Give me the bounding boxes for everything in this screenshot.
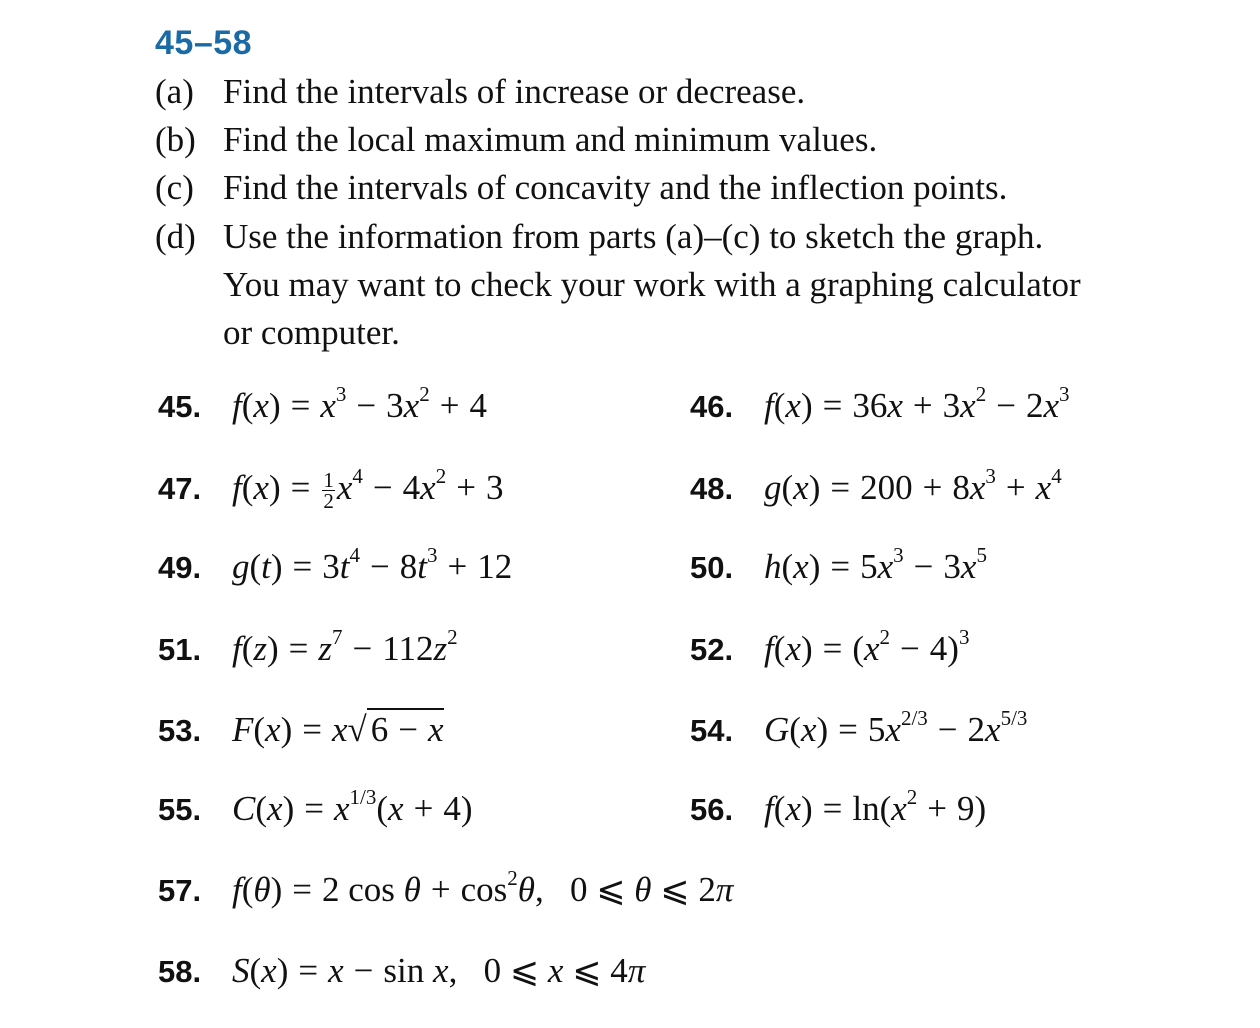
problem-47: 47. f(x) = $\frac{1}{2}$ $x^4 - 4x^2 + 3$	[158, 464, 504, 514]
problem-56: 56. $f(x) = \ln(x^2 + 9)$	[690, 785, 987, 828]
problem-49: 49. $g(t) = 3t^4 - 8t^3 + 12$	[158, 543, 513, 586]
problem-53: 53. F(x) = x√ 6 − x	[158, 710, 444, 749]
instruction-d-line2: You may want to check your work with a graphing calculator	[223, 265, 1081, 304]
section-header: 45–58	[155, 24, 253, 62]
instruction-a: (a) Find the intervals of increase or decrease.	[155, 72, 806, 111]
problem-51: 51. $f(z) = z^7 - 112z^2$	[158, 625, 458, 668]
problem-52: 52. $f(x) = (x^2 - 4)^3$	[690, 625, 970, 668]
problem-48: 48. $g(x) = 200 + 8x^3 + x^4$	[690, 464, 1062, 507]
problem-58: 58. S(x) = x − sin x, 0 ⩽ x ⩽ 4π	[158, 951, 646, 990]
problem-50: 50. $h(x) = 5x^3 - 3x^5$	[690, 543, 987, 586]
problem-45: 45. $f(x) = x^3 - 3x^2 + 4$	[158, 382, 487, 425]
problem-46: 46. $f(x) = 36x + 3x^2 - 2x^3$	[690, 382, 1070, 425]
problem-55: 55. $C(x) = x^{1/3}(x + 4)$	[158, 785, 473, 828]
instruction-d: (d) Use the information from parts (a)–(c) to sketch the graph.	[155, 217, 1044, 256]
instruction-c: (c) Find the intervals of concavity and the inflection points.	[155, 168, 1008, 207]
instruction-d-line3: or computer.	[223, 313, 400, 352]
instruction-b: (b) Find the local maximum and minimum values.	[155, 120, 878, 159]
problem-54: 54. $G(x) = 5x^{2/3} - 2x^{5/3}$	[690, 706, 1028, 749]
problem-57: 57. f(θ) = 2 $\cos \theta + \cos^2\theta$, 0 ⩽ θ ⩽ 2π	[158, 866, 734, 909]
